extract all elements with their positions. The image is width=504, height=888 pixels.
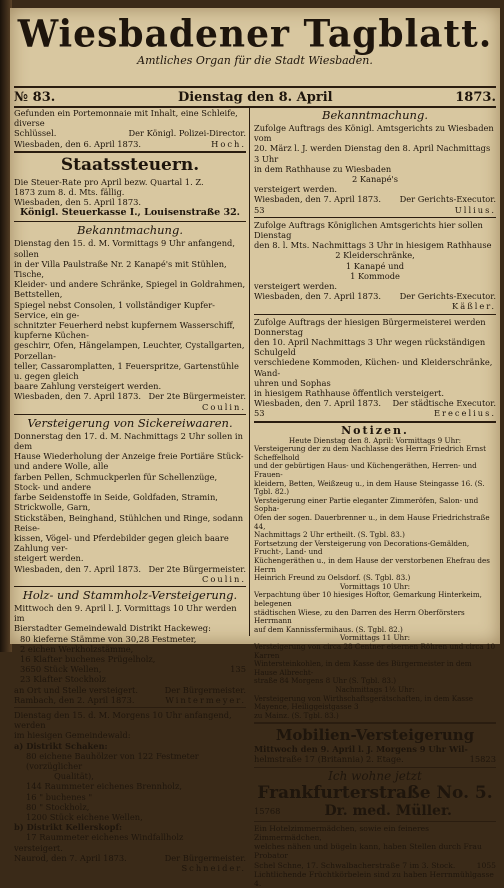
district-heading: a) Distrikt Schaken:: [14, 740, 108, 751]
column-divider: [249, 108, 250, 636]
newspaper-subtitle: Amtliches Organ für die Stadt Wiesbaden.: [137, 54, 373, 67]
notizen-body: Heute Dienstag den 8. April: Vormittags 9 Uhr: Versteigerung der zu dem Nachlasse des Herrn Friedrich Ernst Scheffelhold und der gebürtigen Haus- und Küchengeräthen, Herren- und Frauen- kleidern, Betten, Weißzeug u., in dem Hause Steingasse 16. (S. Tgbl. 82.) Versteigerung einer Partie eleganter Zimmeröfen, Salon- und Sopha- Ofen der sogen. Dauerbrenner u., in dem Hause Friedrichstraße 44, Nachmittags 2 Uhr ertheilt. (S. Tgbl. 83.) Fortsetzung der Versteigerung von Decorations-Gemälden, Frucht-, Land- und Küchengeräthen u., in dem Hause der verstorbenen Ehefrau des Herrn Heinrich Freund zu Oelsdorf. (S. Tgbl. 83.) Vormittags 10 Uhr: Verpachtung über 10 hiesiges Hoftor, Gemarkung Hinterkeim, belegenen städtischen Wiese, zu den Darren des Herrn Oberförsters Herrmann auf dem Kannissfermihaus. (S. Tgbl. 82.) Vormittags 11 Uhr: Versteigerung von circa 28 Centner eisernen Röhren und circa 10 Karren Wintersteinkohlen, in dem Kasse des Bürgermeister in dem Hause Albrecht- straße 84 Morgens 8 Uhr (S. Tgbl. 83.) Nachmittags 1½ Uhr: Versteigerung von Wirthschaftsgerätschaften, in dem Kasse Mayence, Heiliggeistgasse 3 zu Mainz. (S. Tgbl. 83.): [254, 435, 496, 720]
newspaper-page: [10, 8, 500, 888]
district-heading: b) Distrikt Kellerskopf:: [14, 822, 123, 833]
section-rule: [14, 151, 246, 153]
holz-heading: Holz- und Stammholz-Versteigerung.: [22, 587, 238, 602]
issue-year: 1873.: [455, 89, 496, 105]
list-item: 3650 Stück Wellen, 135: [20, 664, 246, 675]
list-item: 2 eichen Werkholzstämme,: [20, 643, 134, 654]
wohne-heading: Ich wohne jetzt: [328, 768, 422, 783]
list-item: 23 Klafter Stockholz: [20, 674, 106, 685]
issue-date: Dienstag den 8. April: [177, 89, 333, 105]
mobilien-heading: Mobilien-Versteigerung: [275, 726, 475, 745]
bekanntmachung-heading: Bekanntmachung.: [77, 223, 183, 238]
steuer-heading: Staatssteuern.: [60, 154, 200, 175]
masthead: [10, 12, 500, 67]
notizen-heading: Notizen.: [341, 423, 409, 437]
sickerei-heading: Versteigerung von Sickereiwaaren.: [27, 415, 233, 430]
dateline: [14, 86, 496, 108]
issue-number: № 83.: [14, 89, 56, 105]
small-ad: Ein Hotelzimmermädchen, sowie ein feineres Zimmermädchen, welches nähen und bügeln kann, haben Stellen durch Frau Probator Schel Schne, 17. Schwalbacherstraße 7 im 3. Stock. 1055 Lichtlichende Früchtkörbelein sind zu haben Herrnmühlgasse 4.: [254, 823, 496, 888]
newspaper-title: Wiesbadener Tagblatt.: [17, 11, 493, 57]
notice-line: Gefunden ein Portemonnaie mit Inhalt, eine Schleife, diverse: [14, 108, 238, 129]
right-column: Bekanntmachung. Zufolge Auftrags des Königl. Amtsgerichts zu Wiesbaden vom 20. März l. J. werden Dienstag den 8. April Nachmittags 3 Uhr in dem Rathhause zu Wiesbaden 2 Kanapé's versteigert werden. Wiesbaden, den 7. April 1873. Der Gerichts-Executor. 53 Ullius. Zufolge Auftrags Königlichen Amtsgerichts hier sollen Dienstag den 8. l. Mts. Nachmittags 3 Uhr in hiesigem Rathhause 2 Kleiderschränke, 1 Kanapé und 1 Kommode versteigert werden. Wiesbaden, den 7. April 1873. Der Gerichts-Executor. Käßler. Zufolge Auftrags der hiesigen Bürgermeisterei werden Donnerstag den 10. April Nachmittags 3 Uhr wegen rückständigen Schulgeld verschiedene Kommoden, Küchen- und Kleiderschränke, Wand- uhren und Sophas in hiesigem Rathhause öffentlich versteigert. Wiesbaden, den 7. April 1873. Der städtische Executor. 53 Erecelius. Notizen. Heute Dienstag den 8. April: Vormittags 9 Uhr: Versteigerung der zu dem Nachlasse des Herrn Friedrich Ernst Scheffelhold und der gebürtigen Haus- und Küchengeräthen, Herren- und Frauen- kleidern, Betten, Weißzeug u., in dem Hause Steingasse 16. (S. Tgbl. 82.) Versteigerung einer Partie eleganter Zimmeröfen, Salon- und Sopha- Ofen der sogen. Dauerbrenner u., in dem Hause Friedrichstraße 44, Nachmittags 2 Uhr ertheilt. (S. Tgbl. 83.) Fortsetzung der Versteigerung von Decorations-Gemälden, Frucht-, Land- und Küchengeräthen u., in dem Hause der verstorbenen Ehefrau des Herrn Heinrich Freund zu Oelsdorf. (S. Tgbl. 83.) Vormittags 10 Uhr: Verpachtung über 10 hiesiges Hoftor, Gemarkung Hinterkeim, belegenen städtischen Wiese, zu den Darren des Herrn Oberförsters Herrmann auf dem Kannissfermihaus. (S. Tgbl. 82.) Vormittags 11 Uhr: Versteigerung von circa 28 Centner eisernen Röhren und circa 10 Karren Wintersteinkohlen, in dem Kasse des Bürgermeister in dem Hause Albrecht- straße 84 Morgens 8 Uhr (S. Tgbl. 83.) Nachmittags 1½ Uhr: Versteigerung von Wirthschaftsgerätschaften, in dem Kasse Mayence, Heiliggeistgasse 3 zu Mainz. (S. Tgbl. 83.) Mobilien-Versteigerung Mittwoch den 9. April l. J. Morgens 9 Uhr Wil- helmstraße 17 (Britannia) 2. Etage. 15823 Ich wohne jetzt Frankfurterstraße No. 5. 15768 Dr. med. Müller. Ein Hotelzimmermädchen, sowie ein feineres Zimmermädchen, welches nähen und bügeln kann, haben Stellen durch Frau Probator Schel Schne, 17. Schwalbacherstraße 7 im 3. Stock. 1055 Lichtlichende Früchtkörbelein sind zu haben Herrnmühlgasse 4.: [254, 108, 496, 888]
address-heading: Frankfurterstraße No. 5.: [257, 782, 493, 803]
left-column: Gefunden ein Portemonnaie mit Inhalt, eine Schleife, diverse Schlüssel. Der Königl. Polizei-Director. Wiesbaden, den 6. April 1873. Hoch. Staatssteuern. Die Steuer-Rate pro April bezw. Quartal 1. Z. 1873 zum 8. d. Mts. fällig. Wiesbaden, den 5. April 1873. Königl. Steuerkasse I., Louisenstraße 32. Bekanntmachung. Dienstag den 15. d. M. Vormittags 9 Uhr anfangend, sollen in der Villa Paulstraße Nr. 2 Kanapé's mit Stühlen, Tische, Kleider- und andere Schränke, Spiegel in Goldrahmen, Bettstellen, Spiegel nebst Consolen, 1 vollständiger Kupfer-Service, ein ge- schnitzter Feuerherd nebst kupfernem Wasserschiff, kupferne Küchen- geschirr, Ofen, Hängelampen, Leuchter, Cystallgarten, Porzellan- teller, Cassaromplatten, 1 Feuerspritze, Gartenstühle u. gegen gleich baare Zahlung versteigert werden. Wiesbaden, den 7. April 1873. Der 2te Bürgermeister. Coulin. Versteigerung von Sickereiwaaren. Donnerstag den 17. d. M. Nachmittags 2 Uhr sollen in dem Hause Wiederholung der Anzeige freie Portiäre Stück- und andere Wolle, alle farben Pellen, Schmuckperlen für Schellenzüge, Stock- und andere farbe Seidenstoffe in Seide, Goldfaden, Stramin, Strickwolle, Garn, Stickstäben, Beinghand, Stühlchen und Ringe, sodann Reise- kissen, Vögel- und Pferdebilder gegen gleich baare Zahlung ver- steigert werden. Wiesbaden, den 7. April 1873. Der 2te Bürgermeister. Coulin. Holz- und Stammholz-Versteigerung. Mittwoch den 9. April l. J. Vormittags 10 Uhr werden im Bierstadter Gemeindewald Distrikt Hackeweg: 80 kieferne Stämme von 30,28 Festmeter, 2 eichen Werkholzstämme, 16 Klafter buchenes Prügelholz, 3650 Stück Wellen, 135 23 Klafter Stockholz an Ort und Stelle versteigert. Der Bürgermeister. Rambach, den 2. April 1873. Wintermeyer. Dienstag den 15. d. M. Morgens 10 Uhr anfangend, werden im hiesigen Gemeindewald: a) Distrikt Schaken: 80 eichene Bauhölzer von 122 Festmeter (vorzüglicher Qualität), 144 Raummeter eichenes Brennholz, 16 " buchenes " 80 " Stockholz, 1200 Stück eichene Wellen, b) Distrikt Kellerskopf: 17 Raummeter eichenes Windfallholz versteigert. Naurod, den 7. April 1873. Der Bürgermeister. Schneider.: [14, 108, 246, 873]
list-item: 80 kieferne Stämme von 30,28 Festmeter,: [20, 633, 197, 644]
bekanntmachung-heading: Bekanntmachung.: [322, 108, 428, 122]
notice-signature: Schlüssel. Der Königl. Polizei-Director.: [14, 128, 246, 139]
steuer-office: Königl. Steuerkasse I., Louisenstraße 32.: [20, 207, 240, 219]
doctor-name: Dr. med. Müller.: [324, 802, 452, 819]
list-item: 16 Klafter buchenes Prügelholz,: [20, 653, 156, 664]
